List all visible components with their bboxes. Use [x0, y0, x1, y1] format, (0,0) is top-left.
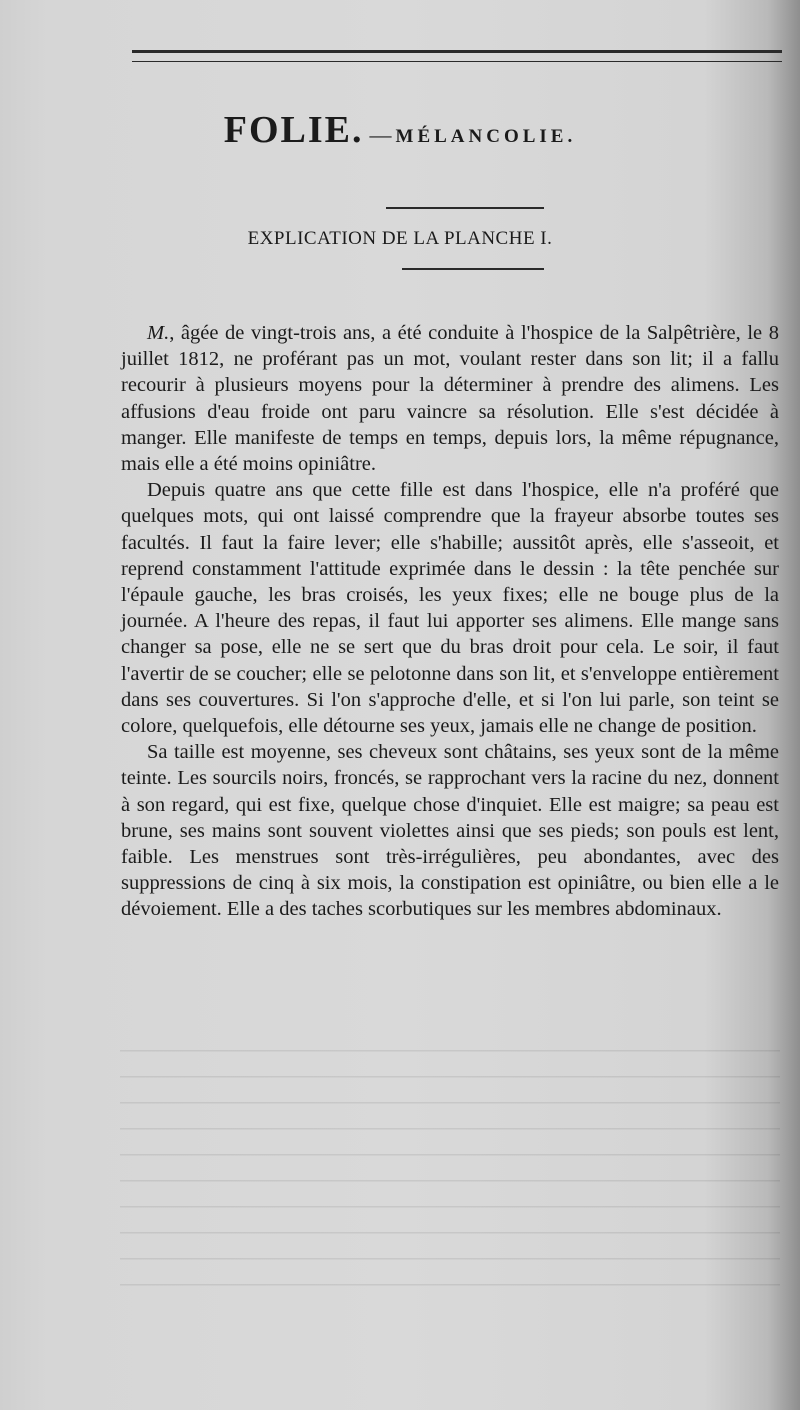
section-heading: EXPLICATION DE LA PLANCHE I. [247, 228, 553, 249]
paragraph-2: Depuis quatre ans que cette fille est dans l'hospice, elle n'a proféré que quelques mots, qui ont laissé comprendre que la frayeur absorbe toutes ses facultés. Il faut la faire lever; elle s'habille; aussitôt après, elle s'asseoit, et reprend constamment l'attitude exprimée dans le dessin : la tête penchée sur l'épaule gauche, les bras croisés, les yeux fixes; elle ne bouge plus de la journée. A l'heure des repas, il faut lui apporter ses alimens. Elle mange sans changer sa pose, elle ne se sert que du bras droit pour cela. Le soir, il faut l'avertir de se coucher; elle se pelotonne dans son lit, et s'enveloppe entièrement dans ses couvertures. Si l'on s'approche d'elle, et si l'on lui parle, son teint se colore, quelquefois, elle détourne ses yeux, jamais elle ne change de position. [121, 479, 779, 738]
paragraph-1-text: , âgée de vingt-trois ans, a été conduite à l'hospice de la Salpêtrière, le 8 juillet 1812, ne proférant pas un mot, voulant rester dans son lit; il a fallu recourir à plusieurs moyens pour la déterminer à prendre des alimens. Les affusions d'eau froide ont paru vaincre sa résolution. Elle s'est décidée à manger. Elle manifeste de temps en temps, depuis lors, la même répugnance, mais elle a été moins opiniâtre. [121, 322, 779, 476]
show-through-texture [120, 1050, 780, 1310]
header-double-rule [132, 50, 782, 62]
page-title [0, 108, 800, 152]
section-rule-top [386, 207, 544, 209]
paragraph-3: Sa taille est moyenne, ses cheveux sont châtains, ses yeux sont de la même teinte. Les sourcils noirs, froncés, se rapprochant vers la racine du nez, donnent à son regard, qui est fixe, quelque chose d'inquiet. Elle est maigre; sa peau est brune, ses mains sont souvent violettes ainsi que ses pieds; son pouls est lent, faible. Les menstrues sont très-irrégulières, peu abondantes, avec des suppressions de cinq à six mois, la constipation est opiniâtre, ou bien elle a le dévoiement. Elle a des taches scorbutiques sur les membres abdominaux. [121, 741, 779, 921]
paragraph-1 [121, 320, 779, 477]
title-main: FOLIE. [223, 109, 364, 151]
title-dash: — [369, 122, 392, 147]
body-text [121, 320, 779, 923]
title-subtitle: MÉLANCOLIE. [395, 126, 577, 147]
section-rule-bottom [402, 268, 544, 270]
paragraph-1-lead: M. [147, 322, 170, 344]
